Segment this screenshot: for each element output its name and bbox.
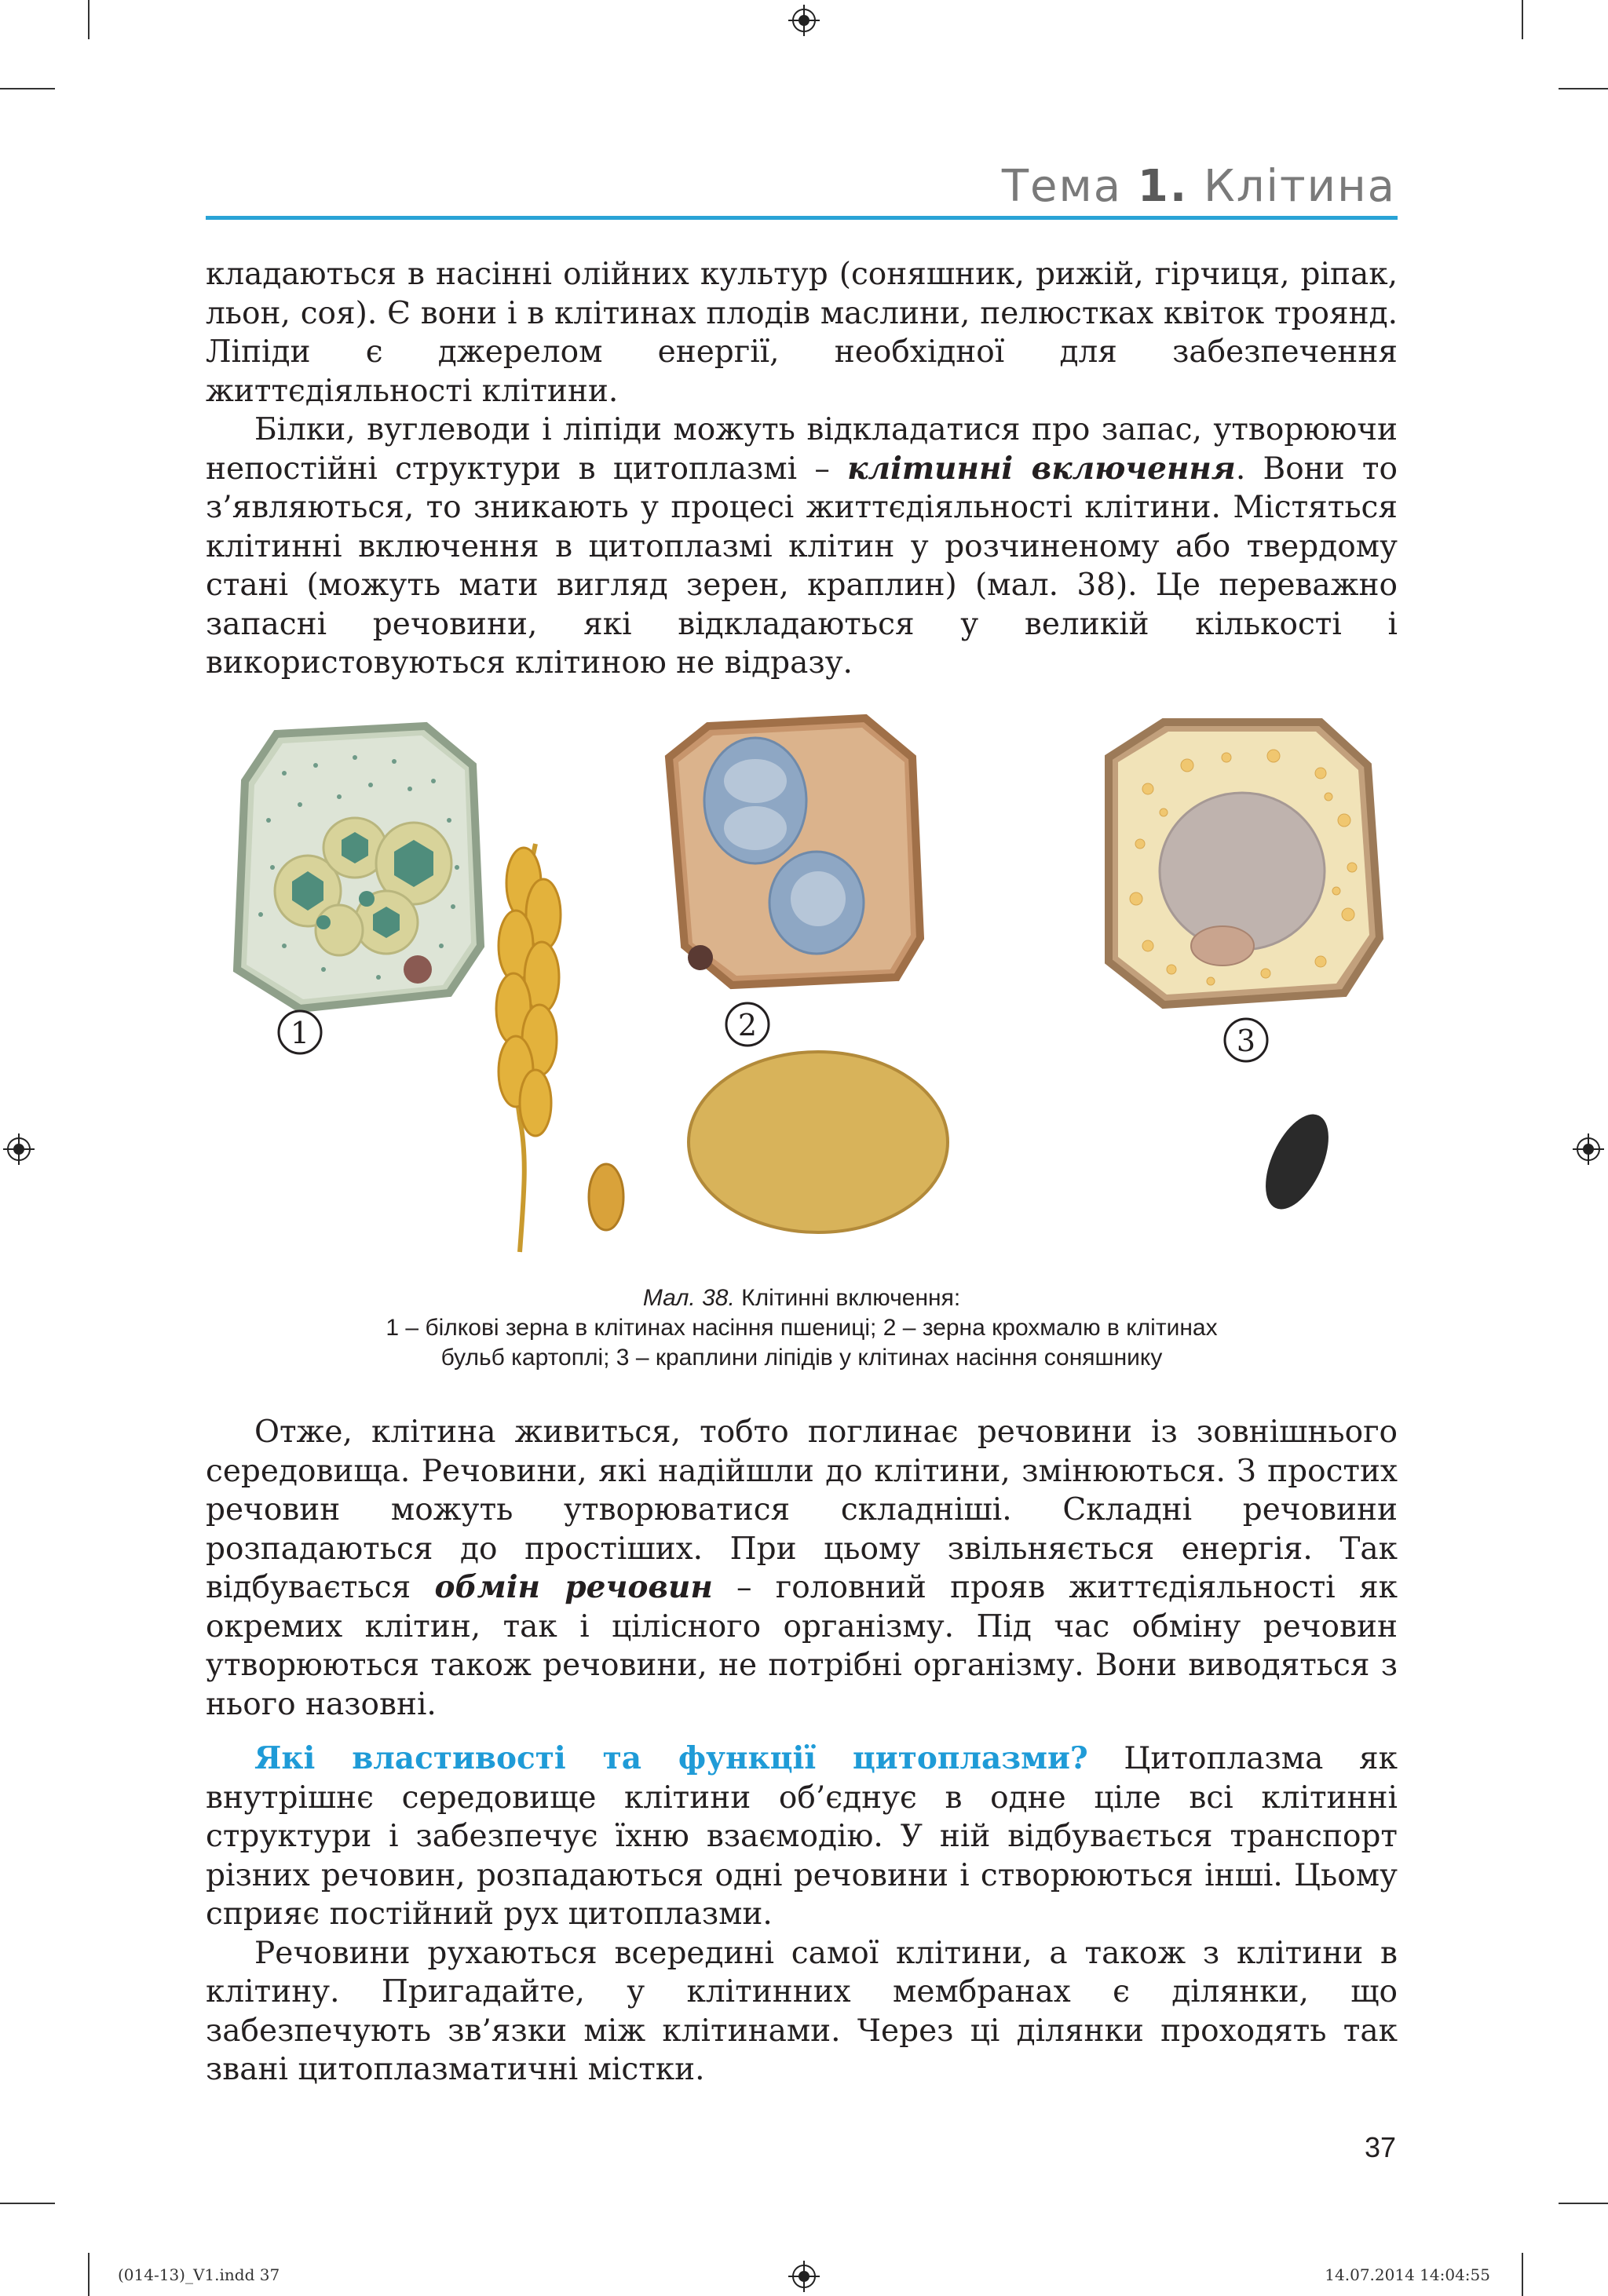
- registration-mark-icon: [788, 2261, 820, 2292]
- crop-mark: [0, 2203, 55, 2204]
- crop-mark: [88, 0, 90, 39]
- caption-line: 1 – білкові зерна в клітинах насіння пшениці; 2 – зерна крохмалю в клітинах: [386, 1315, 1218, 1341]
- crop-mark: [88, 2253, 90, 2296]
- crop-mark: [0, 88, 55, 89]
- section-question: Які властивості та функції цитоплазми?: [254, 1740, 1088, 1776]
- figure-caption: [206, 1283, 1398, 1373]
- crop-mark: [1522, 0, 1523, 39]
- crop-mark: [1559, 88, 1608, 89]
- caption-ref: Мал. 38.: [642, 1285, 735, 1311]
- running-header: [1002, 161, 1396, 212]
- theme-label: Тема: [1001, 161, 1123, 212]
- svg-text:1: 1: [290, 1016, 310, 1050]
- cell-2-potato: [669, 718, 920, 985]
- figure-label-1: [279, 1011, 321, 1053]
- svg-text:2: 2: [737, 1008, 758, 1042]
- svg-text:3: 3: [1236, 1024, 1256, 1058]
- slug-date: 14.07.2014 14:04:55: [1325, 2265, 1490, 2284]
- page-number: 37: [1364, 2131, 1396, 2163]
- paragraph: кладаються в насінні олійних культур (соняшник, рижій, гірчиця, ріпак, льон, соя). Є вони і в клітинах плодів маслини, пелюстках квіток троянд. Ліпіди є джерелом енергії, необхідної для забезпечення життєдіяльності клітини.: [206, 257, 1398, 409]
- term-cell-inclusions: клітинні включення: [847, 450, 1236, 487]
- theme-number: 1.: [1137, 161, 1189, 212]
- registration-mark-icon: [1573, 1133, 1604, 1165]
- registration-mark-icon: [788, 5, 820, 36]
- slug-file: (014-13)_V1.indd 37: [118, 2265, 280, 2284]
- figure-label-2: [726, 1003, 769, 1046]
- wheat-ear-image: [496, 844, 623, 1252]
- paragraph: Речовини рухаються всередині самої клітини, а також з клітини в клітину. Пригадайте, у клітинних мембранах є ділянки, що забезпечують зв’язки між клітинами. Через ці ділянки проходять так звані цитоплазматичні містки.: [206, 1935, 1398, 2087]
- crop-mark: [1559, 2203, 1608, 2204]
- figure-cell-inclusions: [206, 710, 1398, 1260]
- theme-title: Клітина: [1203, 161, 1396, 212]
- potato-image: [689, 1052, 948, 1232]
- paragraph: Отже, клітина живиться, тобто поглинає речовини із зовнішнього середовища. Речовини, які надійшли до клітини, змінюються. З простих речовин можуть утворюватися складніші. Складні речовини розпадаються до простіших. При цьому звільняється енергія. Так відбувається обмін речовин – головний прояв життєдіяльності як окремих клітин, так і цілісного організму. Під час обміну речовин утворюються також речовини, не потрібні організму. Вони виводяться з нього назовні.: [206, 1414, 1398, 1722]
- header-rule: [206, 216, 1398, 220]
- cell-1-wheat: [237, 726, 481, 1009]
- figure-label-3: [1225, 1019, 1267, 1061]
- cell-3-sunflower: [1109, 722, 1380, 1005]
- body-text-top: [206, 255, 1398, 683]
- caption-line: бульб картоплі; 3 – краплини ліпідів у клітинах насіння соняшнику: [440, 1345, 1163, 1371]
- body-text-bottom: [206, 1413, 1398, 2090]
- term-metabolism: обмін речовин: [434, 1569, 713, 1605]
- crop-mark: [1522, 2253, 1523, 2296]
- caption-title: Клітинні включення:: [741, 1285, 961, 1311]
- registration-mark-icon: [3, 1133, 35, 1165]
- paragraph: Які властивості та функції цитоплазми? Цитоплазма як внутрішнє середовище клітини об’єднує в одне ціле всі клітинні структури і забезпечує їхню взаємодію. У ній відбувається транспорт різних речовин, розпадаються одні речовини і створюються інші. Цьому сприяє постійний рух цитоплазми.: [206, 1740, 1398, 1932]
- paragraph: Білки, вуглеводи і ліпіди можуть відкладатися про запас, утворюючи непостійні структури в цитоплазмі – клітинні включення. Вони то з’являються, то зникають у процесі життєдіяльності клітини. Містяться клітинні включення в цитоплазмі клітин у розчиненому або твердому стані (можуть мати вигляд зерен, краплин) (мал. 38). Це переважно запасні речовини, які відкладаються у великій кількості і використовуються клітиною не відразу.: [206, 412, 1398, 681]
- sunflower-seed-image: [1253, 1105, 1342, 1219]
